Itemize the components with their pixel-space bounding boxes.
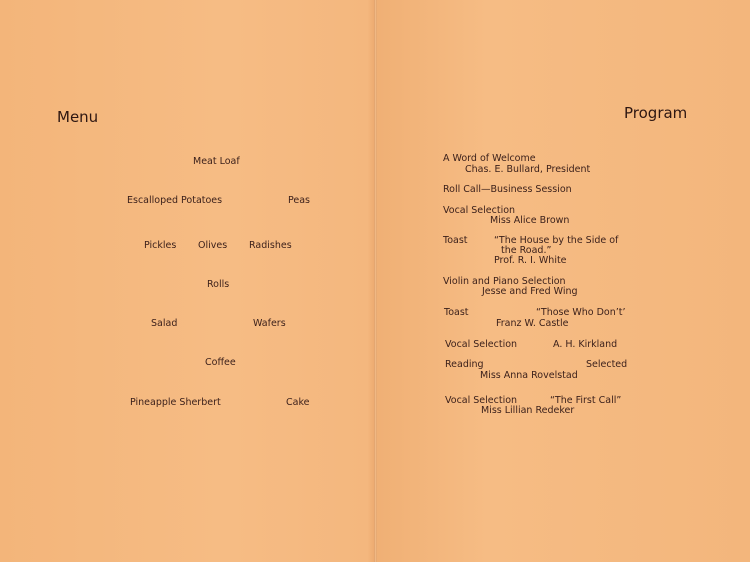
program-entry-toast-1: Toast: [443, 235, 468, 246]
menu-item-escalloped-potatoes: Escalloped Potatoes: [127, 195, 223, 206]
menu-item-coffee: Coffee: [205, 357, 236, 368]
menu-title: Menu: [57, 108, 99, 126]
menu-item-rolls: Rolls: [207, 279, 230, 290]
menu-item-radishes: Radishes: [249, 240, 292, 251]
program-entry-roll-call: Roll Call—Business Session: [443, 184, 572, 195]
menu-item-cake: Cake: [286, 397, 310, 408]
program-entry-vocal-1-performer: Miss Alice Brown: [490, 215, 570, 226]
program-entry-welcome-speaker: Chas. E. Bullard, President: [465, 164, 591, 175]
program-entry-vocal-3-performer: Miss Lillian Redeker: [481, 405, 575, 416]
program-entry-violin-piano: Violin and Piano Selection: [443, 276, 566, 287]
program-entry-reading-title: Selected: [586, 359, 628, 370]
program-entry-reading-performer: Miss Anna Rovelstad: [480, 370, 578, 381]
program-entry-vocal-2-performer: A. H. Kirkland: [553, 339, 618, 350]
program-entry-toast-1-speaker: Prof. R. I. White: [494, 255, 567, 266]
program-entry-vocal-3-title: “The First Call”: [550, 395, 622, 406]
program-title: Program: [624, 104, 688, 122]
program-entry-welcome: A Word of Welcome: [443, 153, 536, 164]
program-entry-violin-piano-performers: Jesse and Fred Wing: [482, 286, 578, 297]
program-entry-toast-2-speaker: Franz W. Castle: [496, 318, 569, 329]
program-entry-toast-1-title-cont: the Road.”: [501, 245, 552, 256]
program-entry-toast-2: Toast: [444, 307, 469, 318]
menu-item-wafers: Wafers: [253, 318, 286, 329]
menu-item-olives: Olives: [198, 240, 228, 251]
program-entry-toast-1-title: “The House by the Side of: [494, 235, 619, 246]
program-entry-reading: Reading: [445, 359, 484, 370]
menu-item-pickles: Pickles: [144, 240, 177, 251]
program-entry-vocal-1: Vocal Selection: [443, 205, 516, 216]
program-entry-vocal-3: Vocal Selection: [445, 395, 518, 406]
menu-item-peas: Peas: [288, 195, 311, 206]
menu-item-salad: Salad: [151, 318, 178, 329]
page-fold: [374, 0, 377, 562]
program-entry-vocal-2: Vocal Selection: [445, 339, 518, 350]
menu-item-meat-loaf: Meat Loaf: [193, 156, 240, 167]
program-entry-toast-2-title: “Those Who Don’t’: [536, 307, 626, 318]
menu-item-pineapple-sherbert: Pineapple Sherbert: [130, 397, 221, 408]
